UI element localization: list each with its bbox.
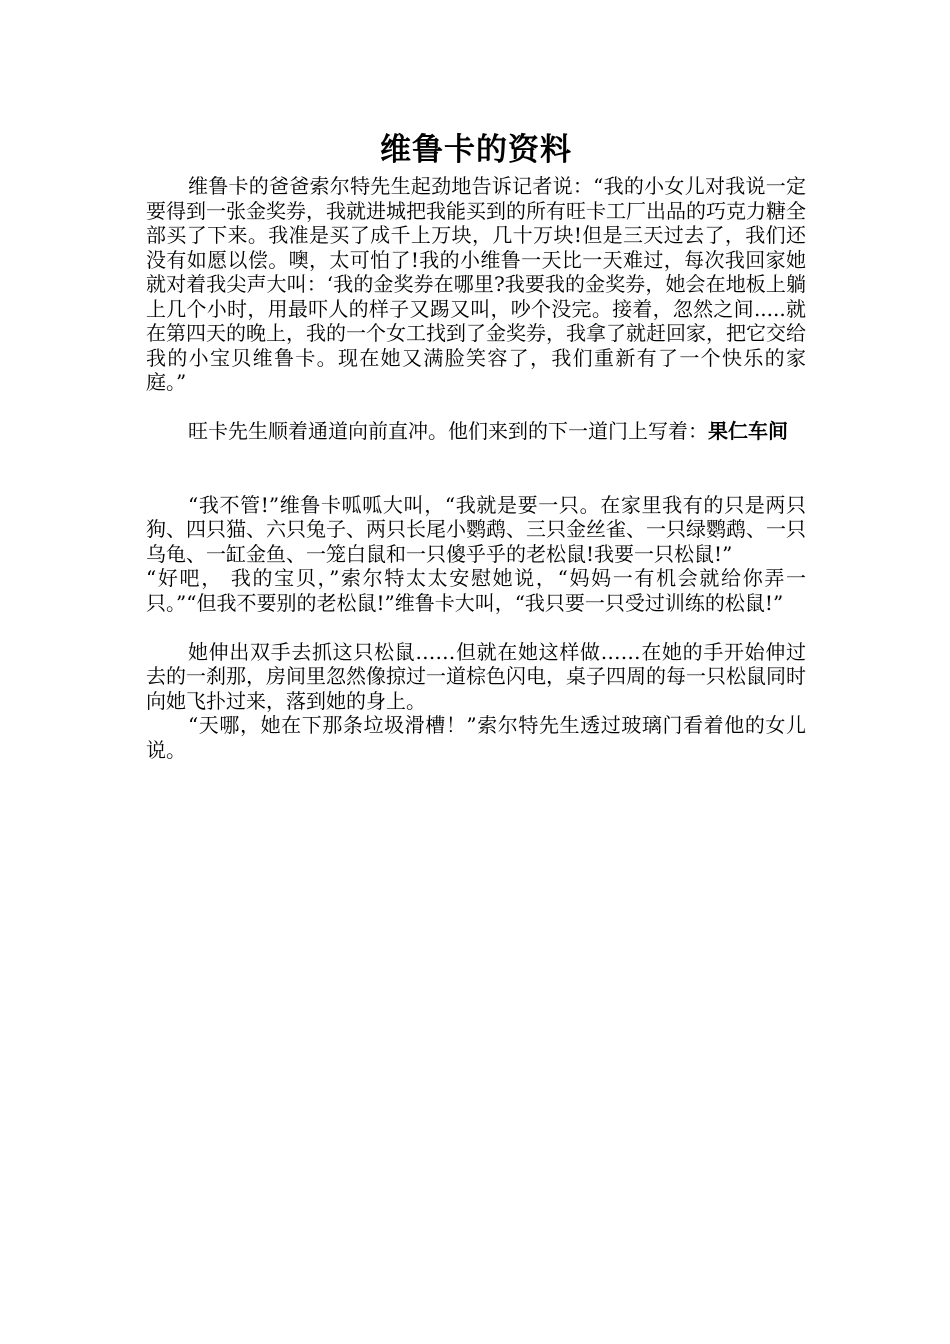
- paragraph-gap: [146, 468, 806, 493]
- paragraph-mrs-salt-reply: “好吧， 我的宝贝，”索尔特太太安慰她说，“妈妈一有机会就给你弄一只。”“但我不要别的老松鼠!”维鲁卡大叫，“我只要一只受过训练的松鼠!”: [146, 566, 806, 615]
- document-title: 维鲁卡的资料: [380, 132, 572, 168]
- document-page: [146, 128, 806, 762]
- paragraph-gap: [146, 395, 806, 420]
- paragraph-veruca-father-statement: 维鲁卡的爸爸索尔特先生起劲地告诉记者说：“我的小女儿对我说一定要得到一张金奖券，我就进城把我能买到的所有旺卡工厂出品的巧克力糖全部买了下来。我准是买了成千上万块，几十万块!但是三天过去了，我们还没有如愿以偿。噢，太可怕了!我的小维鲁一天比一天难过，每次我回家她就对着我尖声大叫：‘我的金奖券在哪里?我要我的金奖券，她会在地板上躺上几个小时，用最吓人的样子又踢又叫，吵个没完。接着，忽然之间.....就在第四天的晚上，我的一个女工找到了金奖券，我拿了就赶回家，把它交给我的小宝贝维鲁卡。现在她又满脸笑容了，我们重新有了一个快乐的家庭。”: [146, 174, 806, 394]
- nut-room-label: 果仁车间: [708, 419, 788, 443]
- paragraph-squirrels-attack: 她伸出双手去抓这只松鼠……但就在她这样做……在她的手开始伸过去的一刹那，房间里忽然像掠过一道棕色闪电，桌子四周的每一只松鼠同时向她飞扑过来，落到她的身上。: [146, 639, 806, 713]
- paragraph-nut-room: [146, 419, 806, 444]
- paragraph-veruca-demand: “我不管!”维鲁卡呱呱大叫，“我就是要一只。在家里我有的只是两只狗、四只猫、六只兔子、两只长尾小鹦鹉、三只金丝雀、一只绿鹦鹉、一只乌龟、一缸金鱼、一笼白鼠和一只傻乎乎的老松鼠!我要一只松鼠!”: [146, 492, 806, 566]
- paragraph-gap: [146, 444, 806, 469]
- paragraph-nut-room-text: 旺卡先生顺着通道向前直冲。他们来到的下一道门上写着：: [188, 419, 708, 443]
- paragraph-garbage-chute: “天哪，她在下那条垃圾滑槽！”索尔特先生透过玻璃门看着他的女儿说。: [146, 713, 806, 762]
- paragraph-gap: [146, 615, 806, 640]
